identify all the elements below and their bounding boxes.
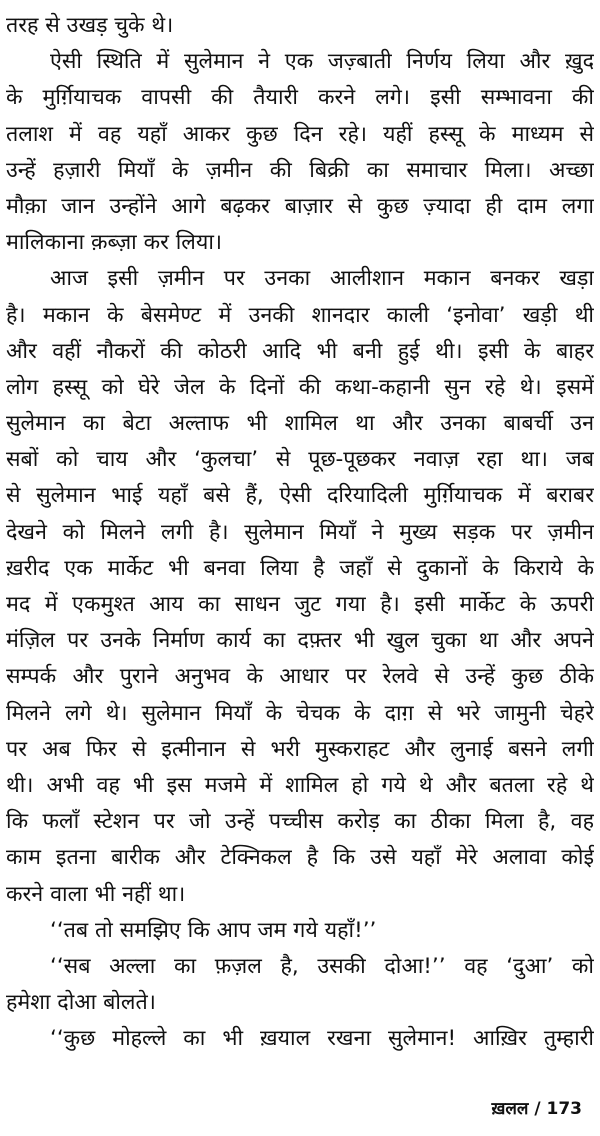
text-line: के मुर्ग़ियाचक वापसी की तैयारी करने लगे। इसी सम्भावना की [6,85,594,111]
text-line: मौक़ा जान उन्होंने आगे बढ़कर बाज़ार से कुछ ज़्यादा ही दाम लगा [6,193,594,219]
text-line: काम इतना बारीक और टेक्निकल है कि उसे यहाँ मेरे अलावा कोई [6,845,594,871]
text-line: मद में एकमुश्त आय का साधन जुट गया है। इसी मार्केट के ऊपरी [6,592,594,617]
text-line: मंज़िल पर उनके निर्माण कार्य का दफ़्तर भी खुल चुका था और अपने [6,628,594,654]
text-line: मिलने लगे थे। सुलेमान मियाँ के चेचक के दाग़ से भरे जामुनी चेहरे [6,700,594,726]
text-line: सुलेमान का बेटा अल्ताफ भी शामिल था और उनका बाबर्ची उन [6,411,594,437]
text-line: करने वाला भी नहीं था। [6,881,186,907]
text-line: मालिकाना क़ब्ज़ा कर लिया। [6,230,223,256]
text-line: उन्हें हज़ारी मियाँ के ज़मीन की बिक्री का समाचार मिला। अच्छा [6,157,594,183]
text-line: लोग हस्सू को घेरे जेल के दिनों की कथा-कहानी सुन रहे थे। इसमें [6,374,594,400]
text-line: है। मकान के बेसमेण्ट में उनकी शानदार काली ‘इनोवा’ खड़ी थी [6,302,594,328]
text-line: सबों को चाय और ‘कुलचा’ से पूछ-पूछकर नवाज़ रहा था। जब [6,447,594,473]
paragraph-start-line: ‘‘तब तो समझिए कि आप जम गये यहाँ!’’ [50,917,377,943]
paragraph-start-line: ‘‘कुछ मोहल्ले का भी ख़याल रखना सुलेमान! आख़िर तुम्हारी [50,1026,594,1052]
paragraph-start-line: आज इसी ज़मीन पर उनका आलीशान मकान बनकर खड़ा [50,266,594,292]
text-line: थी। अभी वह भी इस मजमे में शामिल हो गये थे और बतला रहे थे [6,772,594,798]
text-line: कि फलाँ स्टेशन पर जो उन्हें पच्चीस करोड़ का ठीका मिला है, वह [6,809,594,835]
text-line: पर अब फिर से इत्मीनान से भरी मुस्कराहट और लुनाई बसने लगी [6,736,594,762]
text-line: सम्पर्क और पुराने अनुभव के आधार पर रेलवे से उन्हें कुछ ठीके [6,664,594,690]
text-line: और वहीं नौकरों की कोठरी आदि भी बनी हुई थी। इसी के बाहर [6,338,594,364]
text-line: तरह से उखड़ चुके थे। [6,13,174,38]
text-line: तलाश में वह यहाँ आकर कुछ दिन रहे। यहीं हस्सू के माध्यम से [6,121,594,147]
paragraph-start-line: ऐसी स्थिति में सुलेमान ने एक जज़्बाती निर्णय लिया और ख़ुद [50,49,594,75]
text-line: ख़रीद एक मार्केट भी बनवा लिया है जहाँ से दुकानों के किराये के [6,555,594,581]
paragraph-start-line: ‘‘सब अल्ला का फ़ज़ल है, उसकी दोआ!’’ वह ‘दुआ’ को [50,953,594,979]
page-footer: ख़लल / 173 [491,1099,582,1119]
text-line: हमेशा दोआ बोलते। [6,990,156,1016]
text-line: देखने को मिलने लगी है। सुलेमान मियाँ ने मुख्य सड़क पर ज़मीन [6,519,594,545]
page-text [6,8,594,1057]
text-line: से सुलेमान भाई यहाँ बसे हैं, ऐसी दरियादिली मुर्ग़ियाचक में बराबर [6,483,594,509]
